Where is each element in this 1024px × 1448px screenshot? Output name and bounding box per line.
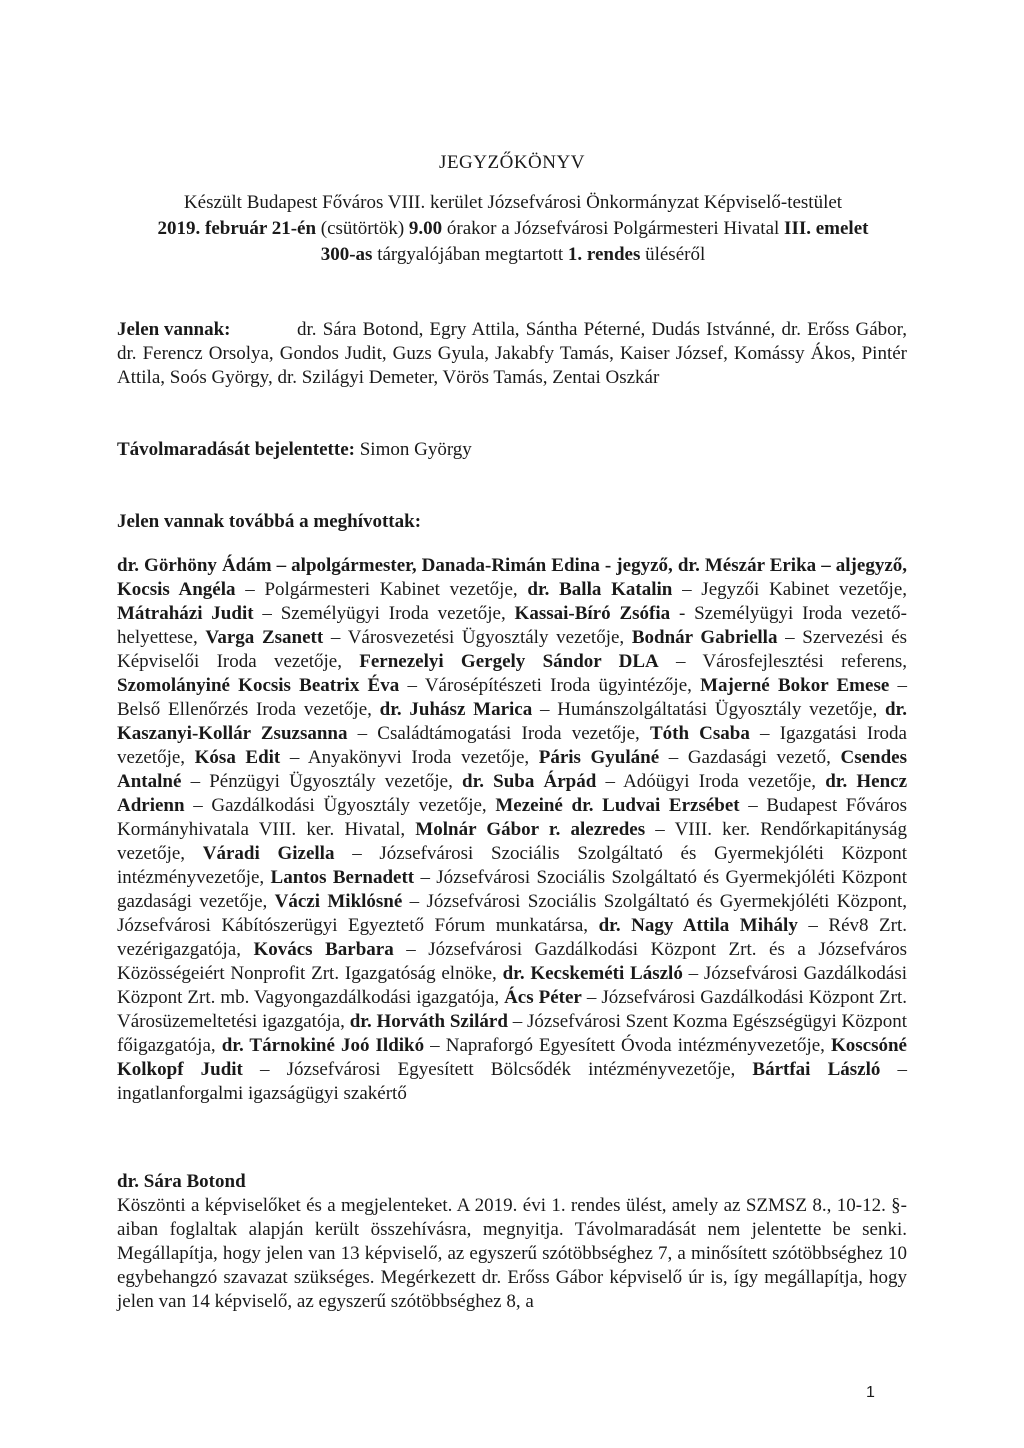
invitee-role: – Józsefvárosi Szociális Szolgáltató és Gyermekjóléti Központ gazdasági vezetője,: [117, 867, 907, 912]
invitee-name: Kocsis Angéla: [117, 579, 236, 600]
invitee-role: – Jegyzői Kabinet vezetője,: [672, 579, 908, 600]
invitee-role: – Gazdálkodási Ügyosztály vezetője,: [184, 795, 496, 816]
invitee-name: Danada-Rimán Edina: [421, 555, 600, 576]
invitee-role: – Anyakönyvi Iroda vezetője,: [280, 747, 539, 768]
invitee-role: – Városfejlesztési referens,: [658, 651, 907, 672]
invitee-role: – Humánszolgáltatási Ügyosztály vezetője,: [532, 699, 885, 720]
invitee-role: – Adóügyi Iroda vezetője,: [596, 771, 826, 792]
invitee-name: dr. Suba Árpád: [462, 771, 597, 792]
invitee-name: Váczi Miklósné: [274, 891, 403, 912]
meeting-header: [118, 190, 908, 268]
invitee-role: – ingatlanforgalmi igazságügyi szakértő: [117, 1059, 907, 1104]
present-label: Jelen vannak:: [117, 319, 231, 340]
invitee-name: dr. Tárnokiné Joó Ildikó: [221, 1035, 425, 1056]
invitee-name: dr. Kaszanyi-Kollár Zsuzsanna: [117, 699, 907, 744]
invitee-name: Páris Gyuláné: [538, 747, 660, 768]
invitee-name: Kassai-Bíró Zsófia: [514, 603, 671, 624]
invited-label: Jelen vannak továbbá a meghívottak:: [117, 511, 422, 532]
meeting-day: (csütörtök): [316, 218, 409, 239]
invitee-name: Majerné Bokor Emese: [700, 675, 890, 696]
speaker-name: dr. Sára Botond: [117, 1171, 246, 1192]
invitee-name: Molnár Gábor r. alezredes: [415, 819, 646, 840]
invitee-role: – Budapest Főváros Kormányhivatala VIII. ker. Hivatal,: [117, 795, 908, 840]
speech-paragraph: Köszönti a képviselőket és a megjelenteket. A 2019. évi 1. rendes ülést, amely az SZMSZ 8., 10-12. §-aiban foglaltak alapján került összehívásra, megnyitja. Távolmaradását nem jelentette be senki. Megállapítja, hogy jelen van 13 képviselő, az egyszerű szótöbbséghez 7, a minősített szótöbbséghez 10 egybehangzó szavazat szükséges. Megérkezett dr. Erőss Gábor képviselő úr is, így megállapítja, hogy jelen van 14 képviselő, az egyszerű szótöbbséghez 8, a: [117, 1195, 907, 1312]
invitee-role: – Személyügyi Iroda vezetője,: [253, 603, 515, 624]
meeting-session: 1. rendes: [567, 244, 641, 265]
absent-label: Távolmaradását bejelentette:: [117, 439, 355, 460]
invitee-role: – Belső Ellenőrzés Iroda vezetője,: [117, 675, 908, 720]
meeting-floor: III. emelet: [784, 218, 869, 239]
invitee-role: – Pénzügyi Ügyosztály vezetője,: [181, 771, 462, 792]
invitee-name: dr. Mészár Erika: [677, 555, 817, 576]
invitee-name: Csendes Antalné: [117, 747, 907, 792]
invitee-name: dr. Kecskeméti László: [502, 963, 683, 984]
page-number: 1: [866, 1384, 875, 1401]
present-names: dr. Sára Botond, Egry Attila, Sántha Péterné, Dudás Istvánné, dr. Erőss Gábor, dr. Ferencz Orsolya, Gondos Judit, Guzs Gyula, Jakabfy Tamás, Kaiser József, Komássy Ákos, Pintér Attila, Soós György, dr. Szilágyi Demeter, Vörös Tamás, Zentai Oszkár: [117, 319, 907, 388]
invitee-role: – Józsefvárosi Szent Kozma Egészségügyi Központ főigazgatója,: [117, 1011, 907, 1056]
document-title: JEGYZŐKÖNYV: [439, 152, 585, 173]
invitee-role: – Napraforgó Egyesített Óvoda intézményvezetője,: [424, 1035, 831, 1056]
absence-notice: [117, 438, 907, 462]
invitee-name: Váradi Gizella: [202, 843, 335, 864]
invitee-role: – Szervezési és Képviselői Iroda vezetője,: [117, 627, 908, 672]
invitee-name: dr. Nagy Attila Mihály: [598, 915, 798, 936]
invitee-role: – Rév8 Zrt. vezérigazgatója,: [117, 915, 907, 960]
invitee-role: – alpolgármester,: [271, 555, 422, 576]
invitee-role: – Józsefvárosi Gazdálkodási Központ Zrt. Városüzemeltetési igazgatója,: [117, 987, 908, 1032]
invitee-name: Varga Zsanett: [205, 627, 324, 648]
invitee-name: Ács Péter: [504, 987, 582, 1008]
invitee-name: dr. Juhász Marica: [379, 699, 533, 720]
invitee-name: dr. Görhöny Ádám: [117, 555, 272, 576]
invitee-role: – Városvezetési Ügyosztály vezetője,: [323, 627, 632, 648]
invitee-role: – Józsefvárosi Gazdálkodási Központ Zrt. és a Józsefváros Közösségeiért Nonprofit Zrt. Igazgatóság elnöke,: [117, 939, 907, 984]
invitee-role: – Polgármesteri Kabinet vezetője,: [235, 579, 528, 600]
invitee-name: dr. Balla Katalin: [527, 579, 673, 600]
invitee-name: Tóth Csaba: [649, 723, 750, 744]
invitee-role: - Személyügyi Iroda vezető-helyettese,: [117, 603, 907, 648]
meeting-room: 300-as: [320, 244, 373, 265]
invitee-role: – Városépítészeti Iroda ügyintézője,: [399, 675, 701, 696]
invitee-name: Fernezelyi Gergely Sándor DLA: [359, 651, 659, 672]
absent-name: Simon György: [354, 439, 472, 460]
invitee-name: Szomolányiné Kocsis Beatrix Éva: [117, 675, 400, 696]
meeting-time: 9.00: [408, 218, 443, 239]
invitee-name: Mátraházi Judit: [117, 603, 254, 624]
invitee-name: dr. Hencz Adrienn: [117, 771, 907, 816]
invitee-role: – Családtámogatási Iroda vezetője,: [347, 723, 650, 744]
invitee-name: Kósa Edit: [194, 747, 281, 768]
meeting-room-text: tárgyalójában megtartott: [372, 244, 568, 265]
invitee-name: Bártfai László: [752, 1059, 881, 1080]
invited-list: [117, 554, 907, 1106]
invitee-name: Kovács Barbara: [253, 939, 394, 960]
invitee-role: – Igazgatási Iroda vezetője,: [117, 723, 907, 768]
invitee-role: - jegyző,: [599, 555, 678, 576]
invitee-name: dr. Horváth Szilárd: [349, 1011, 508, 1032]
invitee-name: Bodnár Gabriella: [631, 627, 778, 648]
invitee-role: – aljegyző,: [816, 555, 907, 576]
meeting-date: 2019. február 21-én: [157, 218, 317, 239]
invitee-role: – Gazdasági vezető,: [659, 747, 841, 768]
header-line-1: Készült Budapest Főváros VIII. kerület Józsefvárosi Önkormányzat Képviselő-testület: [183, 192, 843, 213]
present-members: [117, 318, 907, 390]
invitee-name: Koscsóné Kolkopf Judit: [117, 1035, 907, 1080]
invitee-name: Mezeiné dr. Ludvai Erzsébet: [495, 795, 740, 816]
invitee-role: – Józsefvárosi Egyesített Bölcsődék intézményvezetője,: [242, 1059, 753, 1080]
meeting-type: üléséről: [640, 244, 706, 265]
invitee-name: Lantos Bernadett: [270, 867, 415, 888]
meeting-place: órakor a Józsefvárosi Polgármesteri Hivatal: [442, 218, 785, 239]
invitee-role: – Józsefvárosi Szociális Szolgáltató és Gyermekjóléti Központ, Józsefvárosi Kábítószerügyi Egyeztető Fórum munkatársa,: [117, 891, 907, 936]
invitee-role: – Józsefvárosi Szociális Szolgáltató és Gyermekjóléti Központ intézményvezetője,: [117, 843, 907, 888]
invitee-role: – Józsefvárosi Gazdálkodási Központ Zrt. mb. Vagyongazdálkodási igazgatója,: [117, 963, 907, 1008]
invitee-role: – VIII. ker. Rendőrkapitányság vezetője,: [117, 819, 907, 864]
